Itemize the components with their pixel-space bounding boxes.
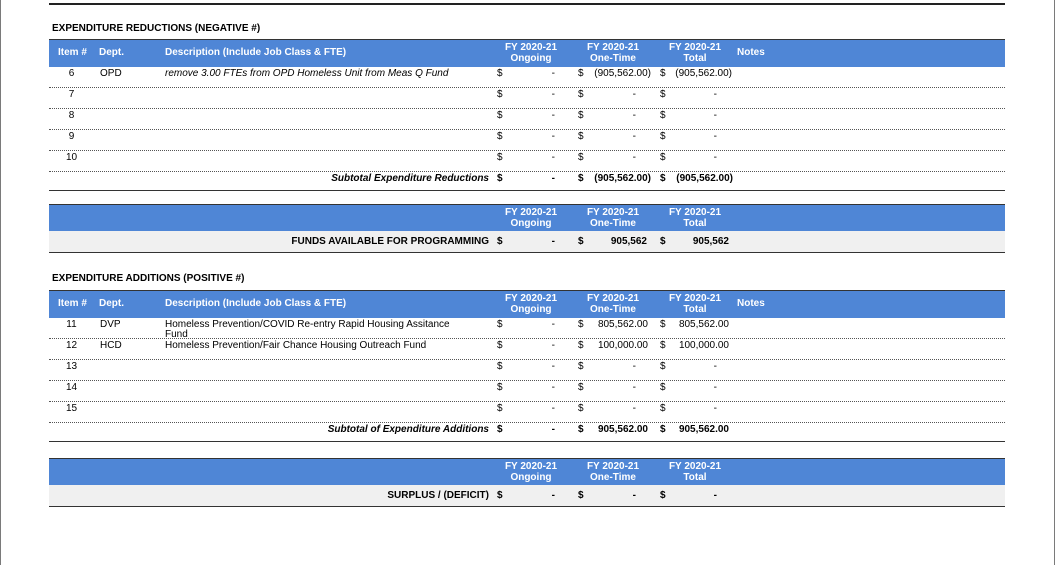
row-total: - [713, 361, 717, 372]
row-total: - [713, 110, 717, 121]
row-total: - [713, 89, 717, 100]
row-ongoing: - [551, 319, 555, 330]
funds-header [49, 204, 1005, 231]
header-ongoing: Ongoing [510, 218, 552, 229]
subtotal-onetime: (905,562.00) [594, 173, 651, 184]
header-onetime-fy: FY 2020-21 [586, 293, 640, 304]
surplus-onetime: - [632, 490, 636, 501]
subtotal-dollar-total: $ [660, 424, 666, 435]
header-total-fy: FY 2020-21 [668, 42, 722, 53]
row-dollar-total: $ [660, 319, 666, 330]
funds-total: 905,562 [692, 236, 729, 247]
row-dollar-total: $ [660, 152, 666, 163]
row-total: 100,000.00 [678, 340, 729, 351]
table-row [49, 151, 1005, 172]
row-ongoing: - [551, 110, 555, 121]
subtotal-total: (905,562.00) [676, 173, 733, 184]
row-ongoing: - [551, 403, 555, 414]
subtotal-ongoing: - [551, 424, 555, 435]
surplus-header [49, 458, 1005, 485]
row-dollar-total: $ [660, 131, 666, 142]
header-item: Item # [58, 298, 87, 309]
subtotal-ongoing: - [551, 173, 555, 184]
header-total-fy: FY 2020-21 [668, 461, 722, 472]
row-item: 11 [66, 319, 77, 330]
row-onetime: (905,562.00) [594, 68, 651, 79]
table-row [49, 402, 1005, 423]
header-ongoing: Ongoing [510, 472, 552, 483]
table-row [49, 130, 1005, 151]
reductions-title: EXPENDITURE REDUCTIONS (NEGATIVE #) [52, 23, 261, 34]
header-onetime-fy: FY 2020-21 [586, 461, 640, 472]
row-dept: OPD [100, 68, 122, 79]
funds-available-row [49, 231, 1005, 253]
row-dollar-total: $ [660, 68, 666, 79]
row-item: 7 [68, 89, 75, 100]
subtotal-label: Subtotal of Expenditure Additions [327, 424, 489, 435]
row-dollar-ongoing: $ [497, 361, 503, 372]
table-row [49, 360, 1005, 381]
header-notes: Notes [737, 298, 765, 309]
header-onetime: One-Time [590, 218, 636, 229]
row-ongoing: - [551, 361, 555, 372]
header-total-fy: FY 2020-21 [668, 293, 722, 304]
row-onetime: - [632, 152, 636, 163]
additions-subtotal-row [49, 421, 1005, 442]
top-rule [49, 3, 1005, 6]
header-dept: Dept. [99, 47, 124, 58]
header-ongoing-fy: FY 2020-21 [504, 207, 558, 218]
table-row [49, 339, 1005, 360]
subtotal-dollar-onetime: $ [578, 173, 584, 184]
table-row [49, 318, 1005, 339]
subtotal-dollar-ongoing: $ [497, 173, 503, 184]
row-dollar-ongoing: $ [497, 89, 503, 100]
header-ongoing-fy: FY 2020-21 [504, 461, 558, 472]
row-item: 8 [68, 110, 75, 121]
row-item: 12 [65, 340, 78, 351]
reductions-subtotal-row [49, 170, 1005, 191]
row-item: 6 [68, 68, 75, 79]
row-dollar-ongoing: $ [497, 68, 503, 79]
row-total: - [713, 152, 717, 163]
surplus-row [49, 485, 1005, 507]
row-dept: DVP [100, 319, 121, 330]
row-dollar-onetime: $ [578, 319, 584, 330]
row-dollar-ongoing: $ [497, 319, 503, 330]
header-total: Total [683, 218, 707, 229]
subtotal-dollar-total: $ [660, 173, 666, 184]
row-dollar-total: $ [660, 403, 666, 414]
header-item: Item # [58, 47, 87, 58]
subtotal-dollar-onetime: $ [578, 424, 584, 435]
funds-dollar-onetime: $ [578, 236, 584, 247]
row-onetime: - [632, 361, 636, 372]
header-total: Total [683, 304, 707, 315]
row-ongoing: - [551, 152, 555, 163]
funds-label: FUNDS AVAILABLE FOR PROGRAMMING [291, 236, 489, 247]
row-total: 805,562.00 [678, 319, 729, 330]
funds-dollar-total: $ [660, 236, 666, 247]
row-dollar-total: $ [660, 110, 666, 121]
surplus-total: - [713, 490, 717, 501]
row-dollar-onetime: $ [578, 403, 584, 414]
subtotal-label: Subtotal Expenditure Reductions [331, 173, 489, 184]
row-dollar-onetime: $ [578, 68, 584, 79]
row-dollar-total: $ [660, 89, 666, 100]
row-ongoing: - [551, 89, 555, 100]
header-onetime: One-Time [590, 472, 636, 483]
row-ongoing: - [551, 382, 555, 393]
row-dollar-total: $ [660, 382, 666, 393]
row-item: 10 [65, 152, 78, 163]
header-onetime: One-Time [590, 53, 636, 64]
table-row [49, 109, 1005, 130]
subtotal-onetime: 905,562.00 [597, 424, 648, 435]
header-notes: Notes [737, 47, 765, 58]
row-dollar-onetime: $ [578, 361, 584, 372]
row-total: (905,562.00) [675, 68, 732, 79]
row-item: 13 [65, 361, 78, 372]
header-ongoing-fy: FY 2020-21 [504, 293, 558, 304]
surplus-label: SURPLUS / (DEFICIT) [387, 490, 489, 501]
subtotal-total: 905,562.00 [678, 424, 729, 435]
row-dollar-ongoing: $ [497, 340, 503, 351]
funds-ongoing: - [551, 236, 555, 247]
row-onetime: 100,000.00 [597, 340, 648, 351]
header-onetime-fy: FY 2020-21 [586, 207, 640, 218]
header-dept: Dept. [99, 298, 124, 309]
row-dollar-ongoing: $ [497, 382, 503, 393]
header-ongoing: Ongoing [510, 304, 552, 315]
row-item: 9 [68, 131, 75, 142]
table-row [49, 67, 1005, 88]
row-dollar-onetime: $ [578, 131, 584, 142]
header-ongoing: Ongoing [510, 53, 552, 64]
row-onetime: 805,562.00 [597, 319, 648, 330]
header-total-fy: FY 2020-21 [668, 207, 722, 218]
row-dollar-total: $ [660, 340, 666, 351]
row-total: - [713, 382, 717, 393]
row-ongoing: - [551, 340, 555, 351]
row-description: Homeless Prevention/COVID Re-entry Rapid Housing Assitance Fund [165, 319, 450, 340]
row-dollar-onetime: $ [578, 89, 584, 100]
row-onetime: - [632, 131, 636, 142]
header-ongoing-fy: FY 2020-21 [504, 42, 558, 53]
row-dollar-onetime: $ [578, 382, 584, 393]
surplus-dollar-ongoing: $ [497, 490, 503, 501]
row-total: - [713, 403, 717, 414]
header-onetime: One-Time [590, 304, 636, 315]
row-description: remove 3.00 FTEs from OPD Homeless Unit from Meas Q Fund [165, 68, 449, 79]
row-onetime: - [632, 403, 636, 414]
header-total: Total [683, 53, 707, 64]
table-row [49, 381, 1005, 402]
row-dollar-ongoing: $ [497, 131, 503, 142]
row-dollar-ongoing: $ [497, 152, 503, 163]
row-dollar-total: $ [660, 361, 666, 372]
row-item: 15 [65, 403, 78, 414]
surplus-dollar-onetime: $ [578, 490, 584, 501]
row-item: 14 [65, 382, 78, 393]
surplus-ongoing: - [551, 490, 555, 501]
row-total: - [713, 131, 717, 142]
header-onetime-fy: FY 2020-21 [586, 42, 640, 53]
surplus-dollar-total: $ [660, 490, 666, 501]
row-dept: HCD [100, 340, 122, 351]
table-row [49, 88, 1005, 109]
additions-header [49, 290, 1005, 318]
row-dollar-onetime: $ [578, 110, 584, 121]
row-ongoing: - [551, 131, 555, 142]
header-description: Description (Include Job Class & FTE) [165, 47, 347, 58]
funds-onetime: 905,562 [610, 236, 647, 247]
row-ongoing: - [551, 68, 555, 79]
additions-title: EXPENDITURE ADDITIONS (POSITIVE #) [52, 273, 245, 284]
row-description: Homeless Prevention/Fair Chance Housing Outreach Fund [165, 340, 427, 351]
header-description: Description (Include Job Class & FTE) [165, 298, 347, 309]
row-onetime: - [632, 89, 636, 100]
row-dollar-onetime: $ [578, 340, 584, 351]
funds-dollar-ongoing: $ [497, 236, 503, 247]
reductions-header [49, 39, 1005, 67]
row-onetime: - [632, 110, 636, 121]
row-onetime: - [632, 382, 636, 393]
row-dollar-ongoing: $ [497, 110, 503, 121]
header-total: Total [683, 472, 707, 483]
row-dollar-ongoing: $ [497, 403, 503, 414]
subtotal-dollar-ongoing: $ [497, 424, 503, 435]
row-dollar-onetime: $ [578, 152, 584, 163]
